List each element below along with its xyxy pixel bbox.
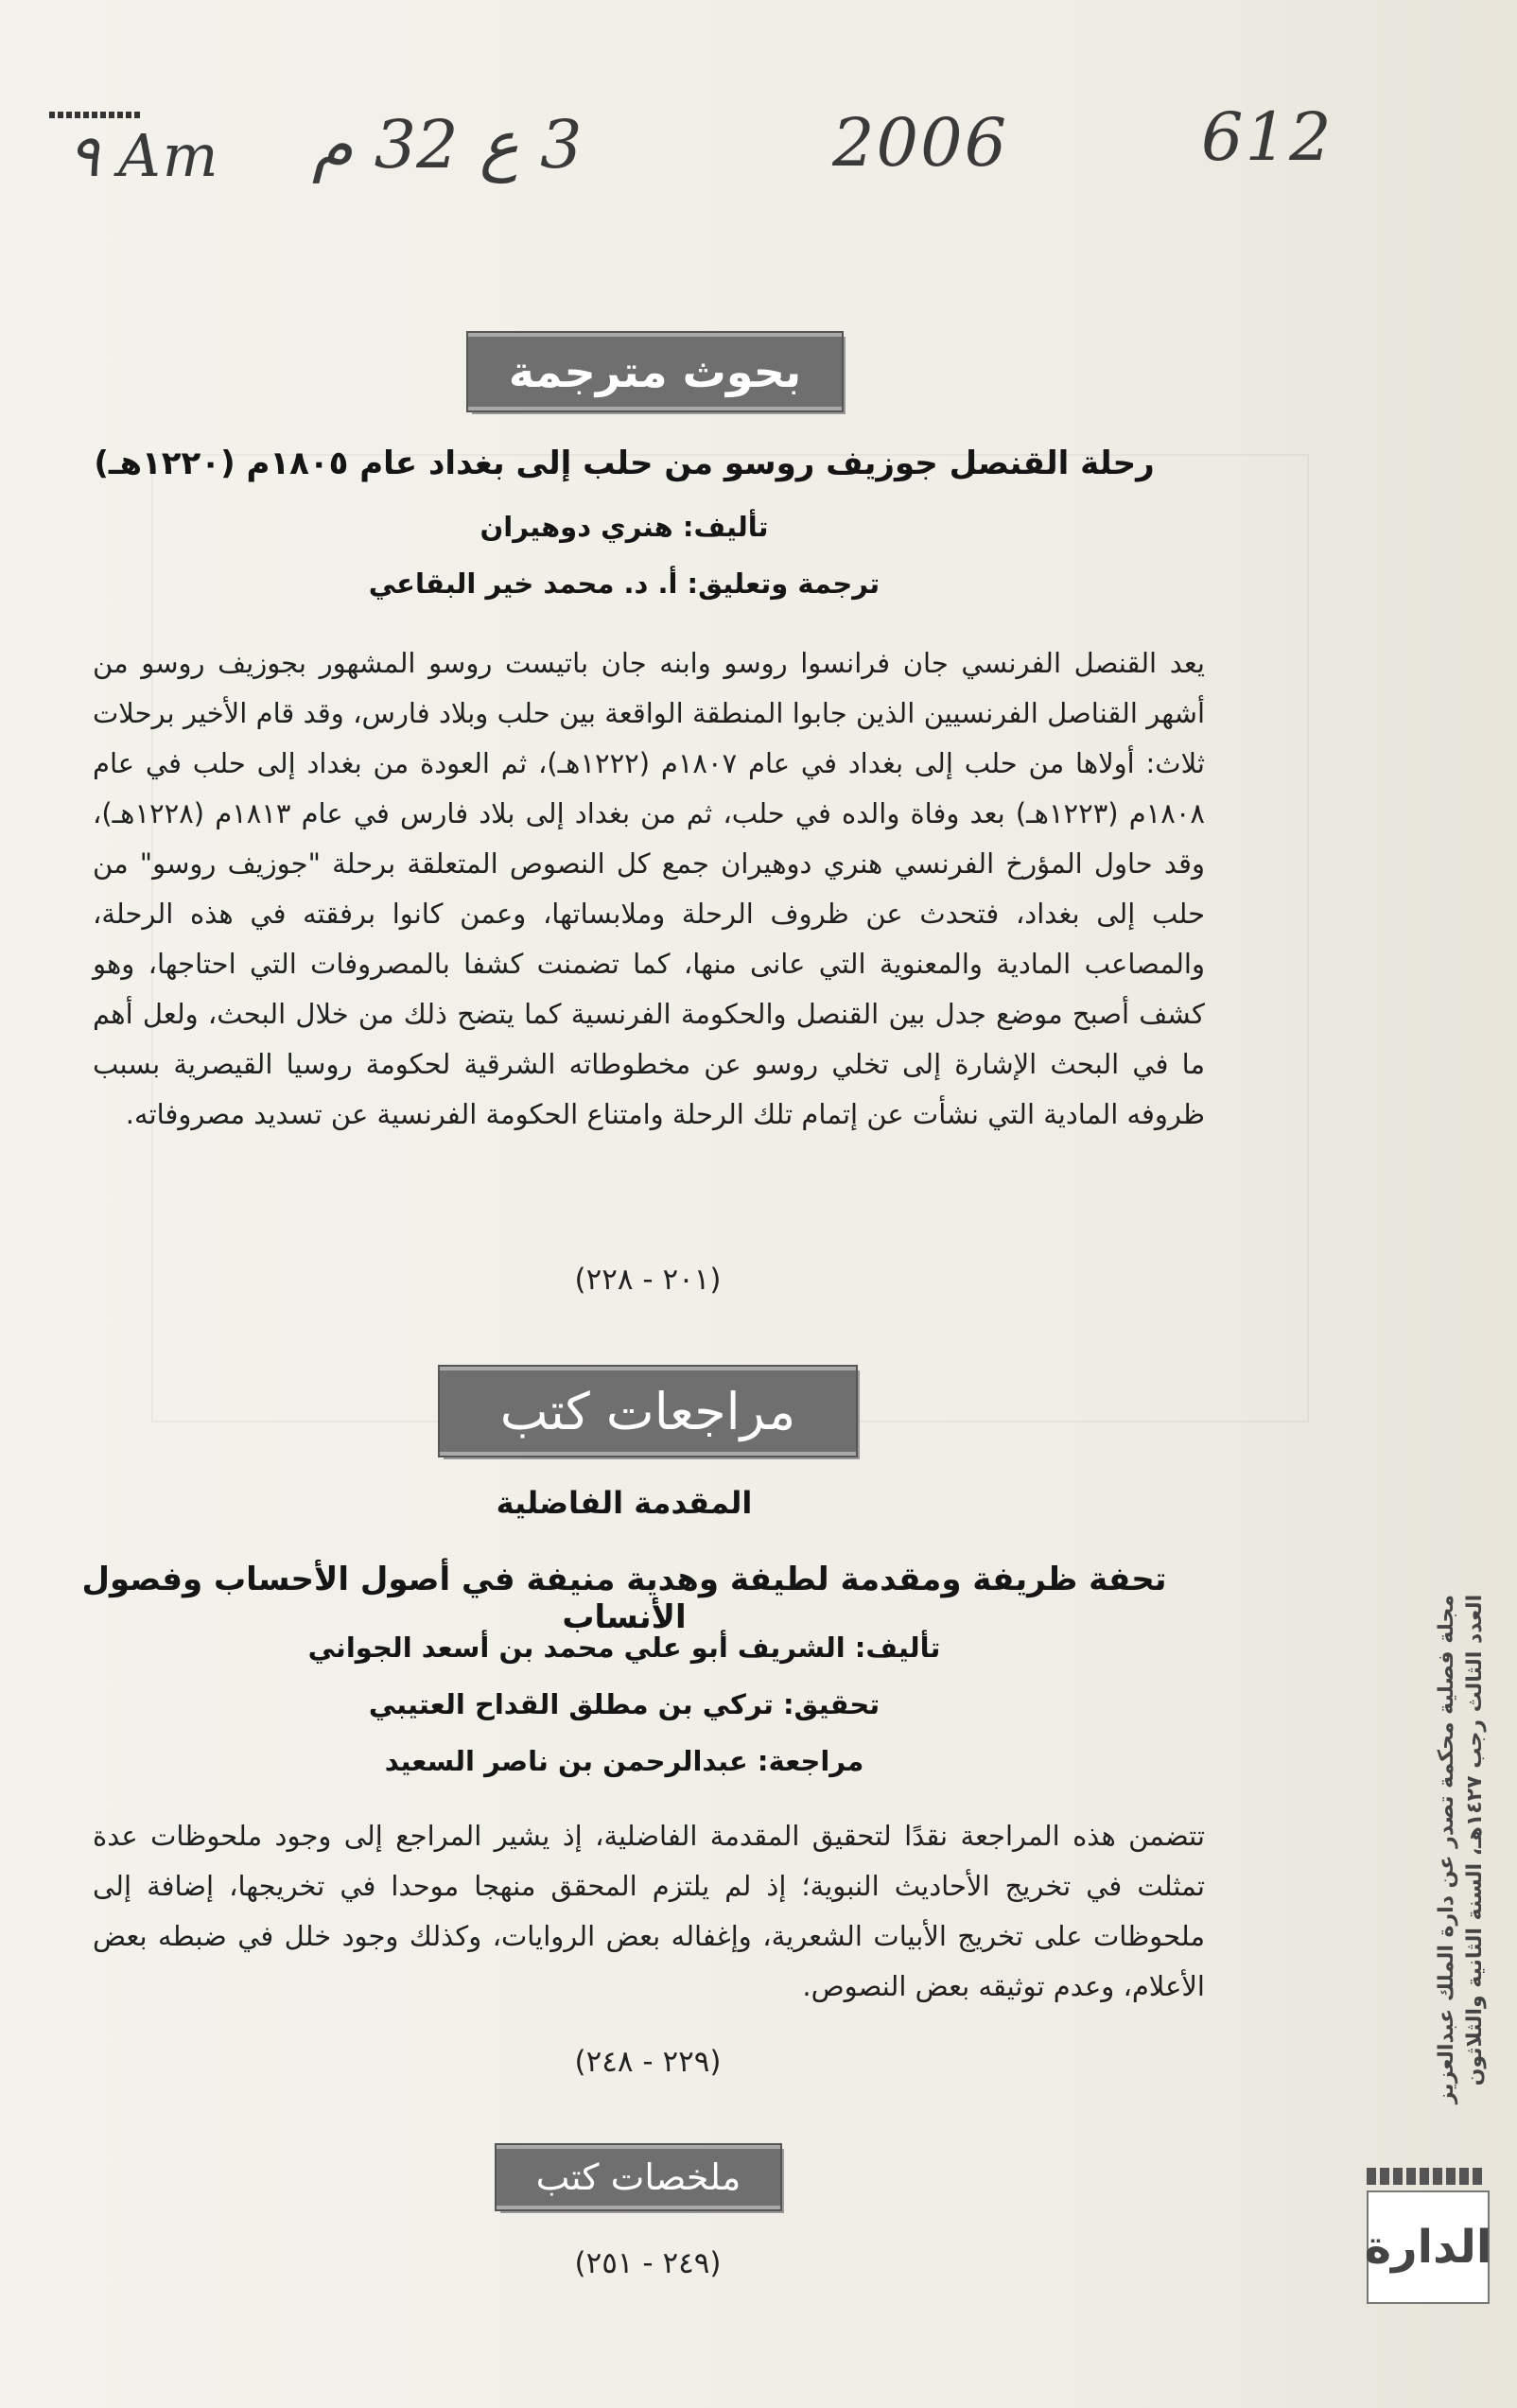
logo-text: الدارة: [1364, 2221, 1492, 2274]
section-banner-reviews: مراجعات كتب: [440, 1367, 856, 1456]
handwritten-year: 2006: [832, 104, 1009, 182]
review-book-name: المقدمة الفاضلية: [496, 1485, 753, 1521]
handwritten-code: 612: [1201, 98, 1334, 176]
journal-side-caption: [1428, 1570, 1494, 2128]
section-banner-summaries: ملخصات كتب: [497, 2145, 780, 2209]
review-abstract: تتضمن هذه المراجعة نقدًا لتحقيق المقدمة الفاضلية، إذ يشير المراجع إلى وجود ملحوظات عدة تمثلت في تخريج الأحاديث النبوية؛ إذ لم يلتزم المحقق منهجا موحدا في تخريجها، إضافة إلى ملحوظات على تخريج الأبيات الشعرية، وإغفاله بعض الروايات، وكذلك وجود خلل في ضبطه بعض الأعلام، وعدم توثيقه بعض النصوص.: [93, 1820, 1205, 2002]
handwritten-left-mark: ٩ Am: [68, 121, 220, 190]
side-caption-line2: العدد الثالث رجب ١٤٢٧هـ، السنة الثانية والثلاثون: [1463, 1594, 1487, 2086]
review-editor: تحقيق: تركي بن مطلق القداح العتيبي: [368, 1688, 881, 1720]
article-author: تأليف: هنري دوهيران: [480, 511, 769, 543]
article-translator: ترجمة وتعليق: أ. د. محمد خير البقاعي: [368, 567, 881, 600]
review-author: تأليف: الشريف أبو علي محمد بن أسعد الجواني: [307, 1632, 941, 1664]
review-pages: (٢٢٩ - ٢٤٨): [574, 2045, 722, 2079]
logo-ornament: [1367, 2168, 1486, 2185]
logo-mark: [1364, 2190, 1492, 2304]
review-subtitle: تحفة ظريفة ومقدمة لطيفة وهدية منيفة في أصول الأحساب وفصول الأنساب: [81, 1561, 1167, 1636]
handwritten-rule: [49, 112, 140, 118]
side-caption-line1: مجلة فصلية محكمة تصدر عن دارة الملك عبدالعزيز: [1435, 1594, 1458, 2104]
summaries-pages: (٢٤٩ - ٢٥١): [574, 2246, 722, 2280]
darah-logo: [1364, 2168, 1492, 2306]
handwritten-reference: 3 ع 32 م: [312, 106, 583, 183]
article-abstract: يعد القنصل الفرنسي جان فرانسوا روسو وابنه جان باتيست روسو المشهور بجوزيف روسو من أشهر القناصل الفرنسيين الذين جابوا المنطقة الواقعة بين حلب وبلاد فارس، وقد قام الأخير برحلات ثلاث: أولاها من حلب إلى بغداد في عام ١٨٠٧م (١٢٢٢هـ)، ثم العودة من بغداد إلى حلب في عام ١٨٠٨م (١٢٢٣هـ) بعد وفاة والده في حلب، ثم من بغداد إلى بلاد فارس في عام ١٨١٣م (١٢٢٨هـ)، وقد حاول المؤرخ الفرنسي هنري دوهيران جمع كل النصوص المتعلقة برحلة "جوزيف روسو" من حلب إلى بغداد، فتحدث عن ظروف الرحلة وملابساتها، وعمن كانوا برفقته في هذه الرحلة، والمصاعب المادية والمعنوية التي عانى منها، كما تضمنت كشفا بالمصروفات التي احتاجها، وهو كشف أصبح موضع جدل بين القنصل والحكومة الفرنسية كما يتضح ذلك من خلال البحث، ولعل أهم ما في البحث الإشارة إلى تخلي روسو عن مخطوطاته الشرقية لحكومة روسيا القيصرية بسبب ظروفه المادية التي نشأت عن إتمام تلك الرحلة وامتناع الحكومة الفرنسية عن تسديد مصروفاته.: [93, 647, 1205, 1130]
article-title: رحلة القنصل جوزيف روسو من حلب إلى بغداد عام ١٨٠٥م (١٢٢٠هـ): [94, 445, 1155, 482]
section-banner-translated: بحوث مترجمة: [468, 333, 842, 410]
review-reviewer: مراجعة: عبدالرحمن بن ناصر السعيد: [384, 1745, 864, 1777]
article-pages: (٢٠١ - ٢٢٨): [574, 1263, 722, 1297]
